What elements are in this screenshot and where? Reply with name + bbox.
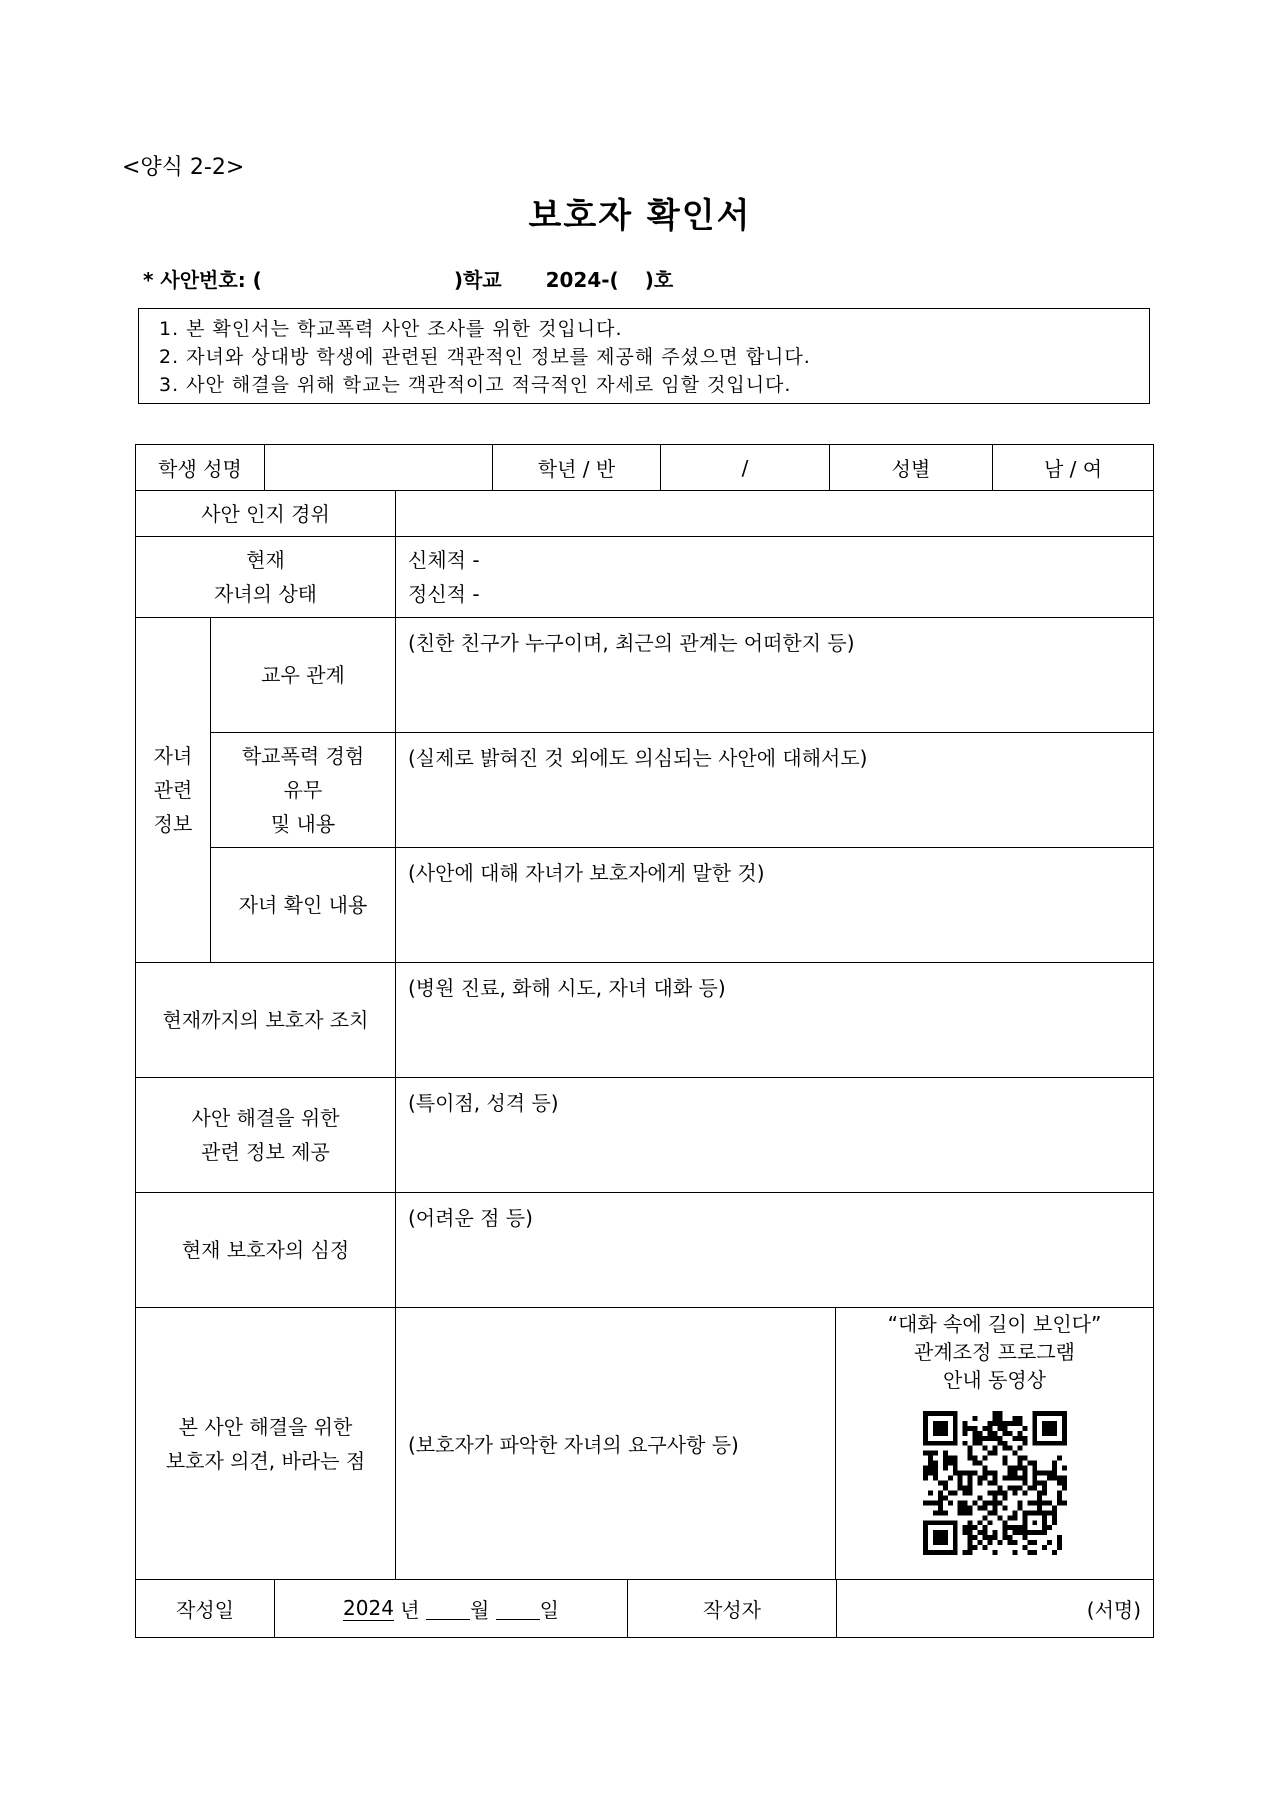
guardian-opinion-label-line: 본 사안 해결을 위한 <box>178 1414 353 1439</box>
friend-relation-field[interactable] <box>396 618 1154 733</box>
violence-experience-field[interactable] <box>396 733 1154 848</box>
case-year-prefix: 2024-( <box>545 268 619 292</box>
date-month-unit: 월 <box>469 1598 490 1622</box>
guardian-action-hint: (병원 진료, 화해 시도, 자녀 대화 등) <box>408 976 726 1000</box>
student-name-field[interactable] <box>265 445 493 490</box>
qr-caption-line: 안내 동영상 <box>943 1368 1046 1392</box>
date-year: 2024 <box>343 1596 394 1620</box>
case-number-line <box>143 264 673 293</box>
guardian-opinion-label-line: 보호자 의견, 바라는 점 <box>165 1448 366 1473</box>
date-day-blank[interactable] <box>496 1597 540 1620</box>
child-info-label-line: 관련 <box>153 778 193 802</box>
qr-caption-line: “대화 속에 길이 보인다” <box>887 1312 1102 1336</box>
guardian-action-field[interactable] <box>396 963 1154 1078</box>
related-info-field[interactable] <box>396 1078 1154 1193</box>
notice-item: 2. 자녀와 상대방 학생에 관련된 객관적인 정보를 제공해 주셨으면 합니다. <box>159 346 811 368</box>
violence-label-line: 학교폭력 경험 <box>241 744 365 768</box>
grade-class-label: 학년 / 반 <box>493 445 661 490</box>
qr-caption-line: 관계조정 프로그램 <box>914 1340 1075 1364</box>
child-status-field[interactable] <box>396 537 1154 618</box>
writer-signature-field[interactable] <box>837 1580 1153 1637</box>
guardian-feelings-field[interactable] <box>396 1193 1154 1308</box>
date-month-blank[interactable] <box>426 1597 470 1620</box>
date-field[interactable] <box>275 1580 628 1637</box>
footer-row <box>136 1580 1154 1638</box>
status-physical: 신체적 - <box>408 548 480 572</box>
date-label: 작성일 <box>136 1580 275 1637</box>
signature-label: (서명) <box>1086 1598 1142 1622</box>
date-day-unit: 일 <box>539 1598 559 1622</box>
date-year-unit: 년 <box>400 1598 420 1622</box>
notice-item: 1. 본 확인서는 학교폭력 사안 조사를 위한 것입니다. <box>159 318 623 340</box>
guardian-opinion-hint: (보호자가 파악한 자녀의 요구사항 등) <box>408 1433 739 1457</box>
guardian-opinion-label <box>136 1308 396 1580</box>
child-info-label <box>136 618 211 963</box>
child-confirm-label: 자녀 확인 내용 <box>211 848 396 963</box>
guardian-action-label: 현재까지의 보호자 조치 <box>136 963 396 1078</box>
qr-code-icon[interactable] <box>918 1406 1072 1560</box>
guardian-opinion-row <box>396 1308 1154 1580</box>
document-title: 보호자 확인서 <box>528 196 752 236</box>
violence-experience-label <box>211 733 396 848</box>
child-info-label-line: 자녀 <box>153 744 193 768</box>
case-school-suffix: )학교 <box>453 268 502 292</box>
form-label: <양식 2-2> <box>122 155 245 180</box>
child-confirm-hint: (사안에 대해 자녀가 보호자에게 말한 것) <box>408 861 765 885</box>
child-info-label-line: 정보 <box>153 812 193 836</box>
awareness-field[interactable] <box>396 491 1154 537</box>
case-number-prefix: * 사안번호: ( <box>143 268 262 292</box>
violence-experience-hint: (실제로 밝혀진 것 외에도 의심되는 사안에 대해서도) <box>408 746 868 770</box>
child-status-label-line: 자녀의 상태 <box>214 582 317 606</box>
notice-box <box>138 308 1150 404</box>
child-status-label <box>136 537 396 618</box>
guardian-feelings-label: 현재 보호자의 심정 <box>136 1193 396 1308</box>
qr-info-cell <box>836 1308 1153 1579</box>
gender-field[interactable]: 남 / 여 <box>1043 457 1103 481</box>
guardian-feelings-hint: (어려운 점 등) <box>408 1206 533 1230</box>
violence-label-line: 및 내용 <box>270 812 336 836</box>
status-mental: 정신적 - <box>408 582 480 606</box>
writer-label: 작성자 <box>628 1580 837 1637</box>
guardian-form-table <box>135 444 1154 1638</box>
gender-label: 성별 <box>830 445 993 490</box>
violence-label-line: 유무 <box>283 778 323 802</box>
grade-class-field[interactable]: / <box>661 445 830 490</box>
guardian-opinion-field[interactable] <box>396 1308 836 1579</box>
student-info-row <box>136 445 1154 491</box>
awareness-label: 사안 인지 경위 <box>136 491 396 537</box>
friend-relation-hint: (친한 친구가 누구이며, 최근의 관계는 어떠한지 등) <box>408 631 855 655</box>
related-info-hint: (특이점, 성격 등) <box>408 1091 559 1115</box>
child-status-label-line: 현재 <box>246 548 285 572</box>
related-info-label-line: 관련 정보 제공 <box>201 1140 330 1164</box>
child-confirm-field[interactable] <box>396 848 1154 963</box>
case-number-suffix: )호 <box>644 268 674 292</box>
student-name-label: 학생 성명 <box>136 445 265 490</box>
related-info-label-line: 사안 해결을 위한 <box>191 1106 340 1130</box>
related-info-label <box>136 1078 396 1193</box>
notice-item: 3. 사안 해결을 위해 학교는 객관적이고 적극적인 자세로 임할 것입니다. <box>159 374 792 396</box>
friend-relation-label: 교우 관계 <box>211 618 396 733</box>
